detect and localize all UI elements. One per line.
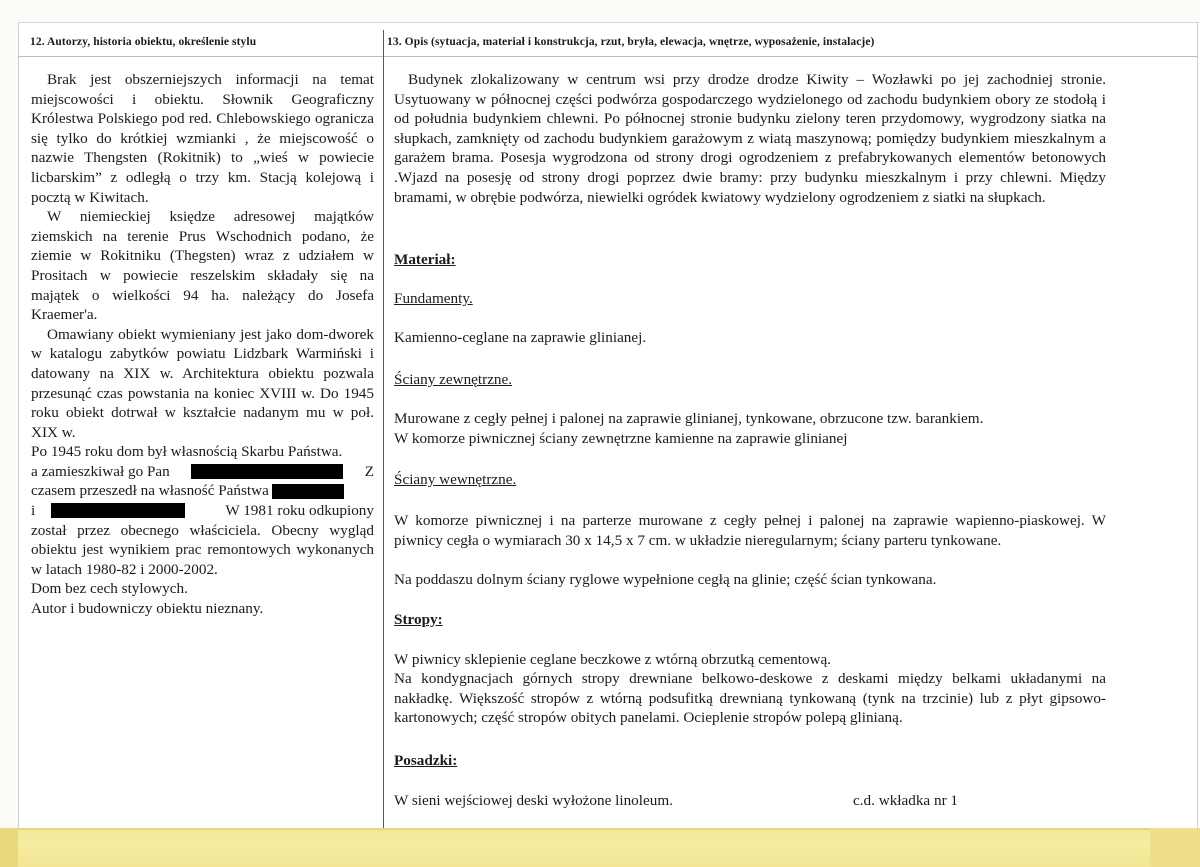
history-paragraph-1: Brak jest obszerniejszych informacji na temat miejscowości i obiektu. Słownik Geograficzny Królestwa Polskiego pod red. Chlebowskiego ogranicza się tylko do krótkiej wzmianki , że miejscowość o nazwie Thengsten (Rokitnik) to „wieś w powiecie licbarskim” z odległą o trzy km. Stacją kolejową i pocztą w Kiwitach. — [31, 71, 374, 206]
external-walls-text-1: Murowane z cegły pełnej i palonej na zaprawie glinianej, tynkowane, obrzucone tzw. barankiem. — [394, 410, 984, 427]
material-heading: Materiał: — [394, 251, 456, 268]
section-13-heading: 13. Opis (sytuacja, materiał i konstrukcja, rzut, bryła, elewacja, wnętrze, wyposażenie, instalacje) — [387, 36, 875, 48]
foundations-heading: Fundamenty. — [394, 290, 473, 307]
foundations-text: Kamienno-ceglane na zaprawie glinianej. — [394, 329, 647, 346]
floors-heading-wrap — [394, 751, 1106, 771]
history-paragraph-4: Po 1945 roku dom był własnością Skarbu Państwa. — [31, 443, 343, 461]
owner-line-3 — [31, 501, 374, 521]
owner-line-1-text: a zamieszkiwał go Pan — [31, 462, 170, 480]
history-paragraph-3: Omawiany obiekt wymieniany jest jako dom-dworek w katalogu zabytków powiatu Lidzbark Warmiński i datowany na XIX w. Architektura obiektu pozwala przesunąć czas powstania na koniec XVIII w. Do 1945 roku obiekt dotrwał w kształcie nadanym mu w poł. XIX w. — [31, 325, 374, 441]
internal-walls-text-1: W komorze piwnicznej i na parterze murowane z cegły pełnej i palonej na zaprawie wapienno-piaskowej. W piwnicy cegła o wymiarach 30 x 14,5 x 7 cm. w układzie nieregularnym; ściany parteru tynkowane. — [394, 512, 1106, 549]
tape-strip-left — [0, 828, 18, 867]
header-separator — [18, 56, 1198, 57]
scan-yellow-margin — [0, 828, 1200, 867]
external-walls-heading: Ściany zewnętrzne. — [394, 371, 513, 388]
owner-line-3-start: i — [31, 502, 36, 520]
redaction-box — [191, 464, 343, 479]
history-paragraph-10: Autor i budowniczy obiektu nieznany. — [31, 600, 264, 618]
external-walls-heading-wrap — [394, 370, 1106, 390]
ceilings-text-1: W piwnicy sklepienie ceglane beczkowe z wtórną obrzutką cementową. — [394, 651, 832, 668]
floors-text: W sieni wejściowej deski wyłożone linoleum. — [394, 792, 673, 809]
owner-line-1 — [31, 462, 374, 482]
ceilings-heading-wrap — [394, 610, 1106, 630]
internal-walls-text-2: Na poddaszu dolnym ściany ryglowe wypełnione cegłą na glinie; część ścian tynkowana. — [394, 571, 937, 588]
foundations-heading-wrap — [394, 289, 1106, 309]
redaction-box — [51, 503, 185, 518]
external-walls-text-2: W komorze piwnicznej ściany zewnętrzne kamienne na zaprawie glinianej — [394, 430, 848, 447]
owner-line-3-text: W 1981 roku odkupiony — [225, 502, 374, 520]
floors-heading: Posadzki: — [394, 752, 458, 769]
page-right-edge — [1197, 22, 1198, 828]
material-heading-wrap — [394, 250, 1106, 270]
owner-line-2-text: czasem przeszedł na własność Państwa — [31, 482, 269, 500]
continued-note: c.d. wkładka nr 1 — [853, 792, 959, 809]
page-left-edge — [18, 30, 19, 830]
tape-strip-right — [1150, 828, 1200, 867]
internal-walls-heading-wrap — [394, 470, 1106, 490]
internal-walls-heading: Ściany wewnętrzne. — [394, 471, 517, 488]
history-paragraph-9: Dom bez cech stylowych. — [31, 580, 188, 598]
floors-text-row — [394, 791, 1106, 811]
owner-line-1-end: Z — [364, 462, 374, 480]
history-paragraph-2: W niemieckiej księdze adresowej majątków ziemskich na terenie Prus Wschodnich podano, że ziemie w Rokitniku (Thegsten) wraz z udziałem w Prositach w powiecie reszelskim składały się na majątek o wielkości 94 ha. należący do Josefa Kraemer'a. — [31, 208, 374, 324]
ceilings-heading: Stropy: — [394, 611, 443, 628]
history-paragraph-8: został przez obecnego właściciela. Obecny wygląd obiektu jest wynikiem prac remontowych wykonanych w latach 1980-82 i 2000-2002. — [31, 521, 374, 578]
description-column — [394, 70, 1106, 809]
section-12-heading: 12. Autorzy, historia obiektu, określenie stylu — [30, 36, 257, 48]
owner-line-2 — [31, 481, 374, 501]
ceilings-text-2: Na kondygnacjach górnych stropy drewniane belkowo-deskowe z deskami między belkami układanymi na nakładkę. Większość stropów z wtórną podsufitką drewnianą tynkowaną (tynk na trzcinie) lub z płyt gipsowo-kartonowych; część stropów obitych panelami. Ocieplenie stropów polepą glinianą. — [394, 670, 1106, 727]
location-paragraph: Budynek zlokalizowany w centrum wsi przy drodze drodze Kiwity – Wozławki po jej zachodniej stronie. Usytuowany w północnej części podwórza gospodarczego wydzielonego od zachodu budynkiem obory ze stodołą i od południa budynkiem chlewni. Po północnej stronie budynku zielony teren przydomowy, wygrodzony siatka na słupkach, zamknięty od zachodu budynkiem garażowym z wiatą maszynową; pomiędzy budynkiem mieszkalnym a garażem brama. Posesja wygrodzona od strony drogi ogrodzeniem z prefabrykowanych elementów betonowych .Wjazd na posesję od strony drogi poprzez dwie bramy: przy budynku mieszkalnym i przy chlewni. Między bramami, w obrębie podwórza, niewielki ogródek kwiatowy wydzielony ogrodzeniem z siatki na słupkach. — [394, 71, 1106, 206]
redaction-box — [272, 484, 344, 499]
column-divider — [383, 30, 384, 830]
history-column — [31, 70, 374, 619]
